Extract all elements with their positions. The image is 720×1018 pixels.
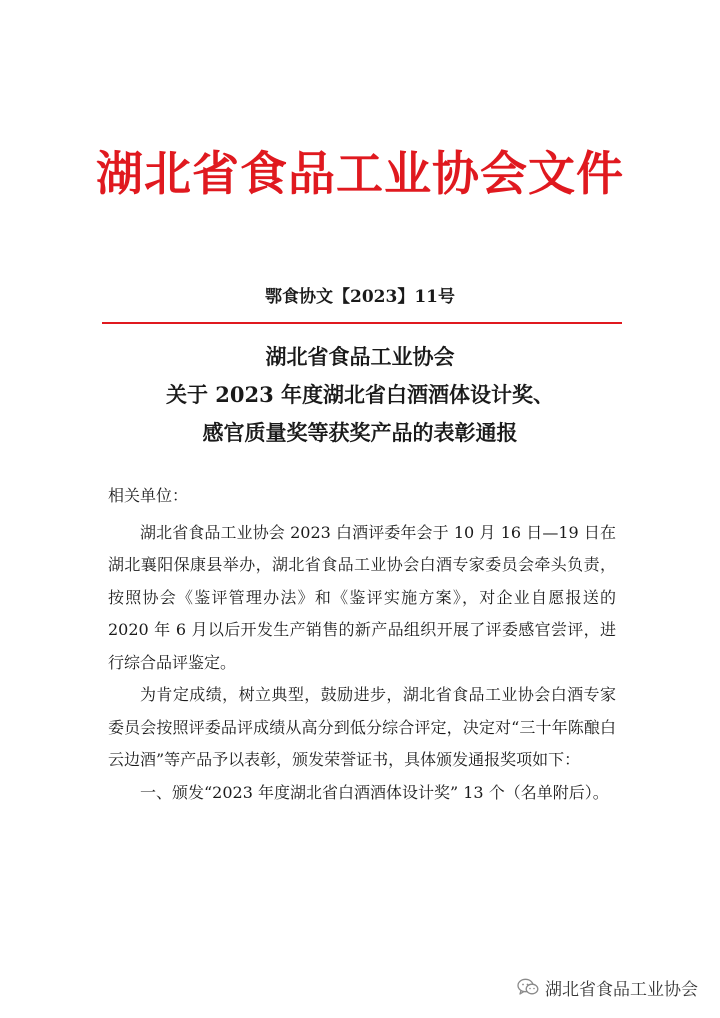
red-divider-line [102,322,622,324]
watermark-account-name: 湖北省食品工业协会 [545,979,698,1000]
notice-title-line-2: 关于 2023 年度湖北省白酒酒体设计奖、 [165,382,555,407]
document-number: 鄂食协文【2023】11号 [265,287,455,307]
wechat-watermark [517,974,698,1000]
notice-title-line-3: 感官质量奖等获奖产品的表彰通报 [202,420,518,445]
wechat-icon [517,978,539,996]
body-paragraph-1: 湖北省食品工业协会 2023 白酒评委年会于 10 月 16 日—19 日在湖北襄阳保康县举办，湖北省食品工业协会白酒专家委员会牵头负责，按照协会《鉴评管理办法》和《鉴评实施方案》，对企业自愿报送的 2020 年 6 月以后开发生产销售的新产品组织开展了评委感官尝评，进行综合品评鉴定。 [108,522,616,672]
notice-title-line-1: 湖北省食品工业协会 [265,344,455,369]
document-header-title: 湖北省食品工业协会文件 [96,147,624,202]
document-body [108,480,616,809]
notice-title [0,338,720,452]
body-paragraph-2: 为肯定成绩，树立典型，鼓励进步，湖北省食品工业协会白酒专家委员会按照评委品评成绩从高分到低分综合评定，决定对“三十年陈酿白云边酒”等产品予以表彰，颁发荣誉证书，具体颁发通报奖项如下： [108,685,616,769]
body-paragraph-3: 一、颁发“2023 年度湖北省白酒酒体设计奖” 13 个（名单附后）。 [140,782,609,802]
salutation: 相关单位： [108,486,189,505]
